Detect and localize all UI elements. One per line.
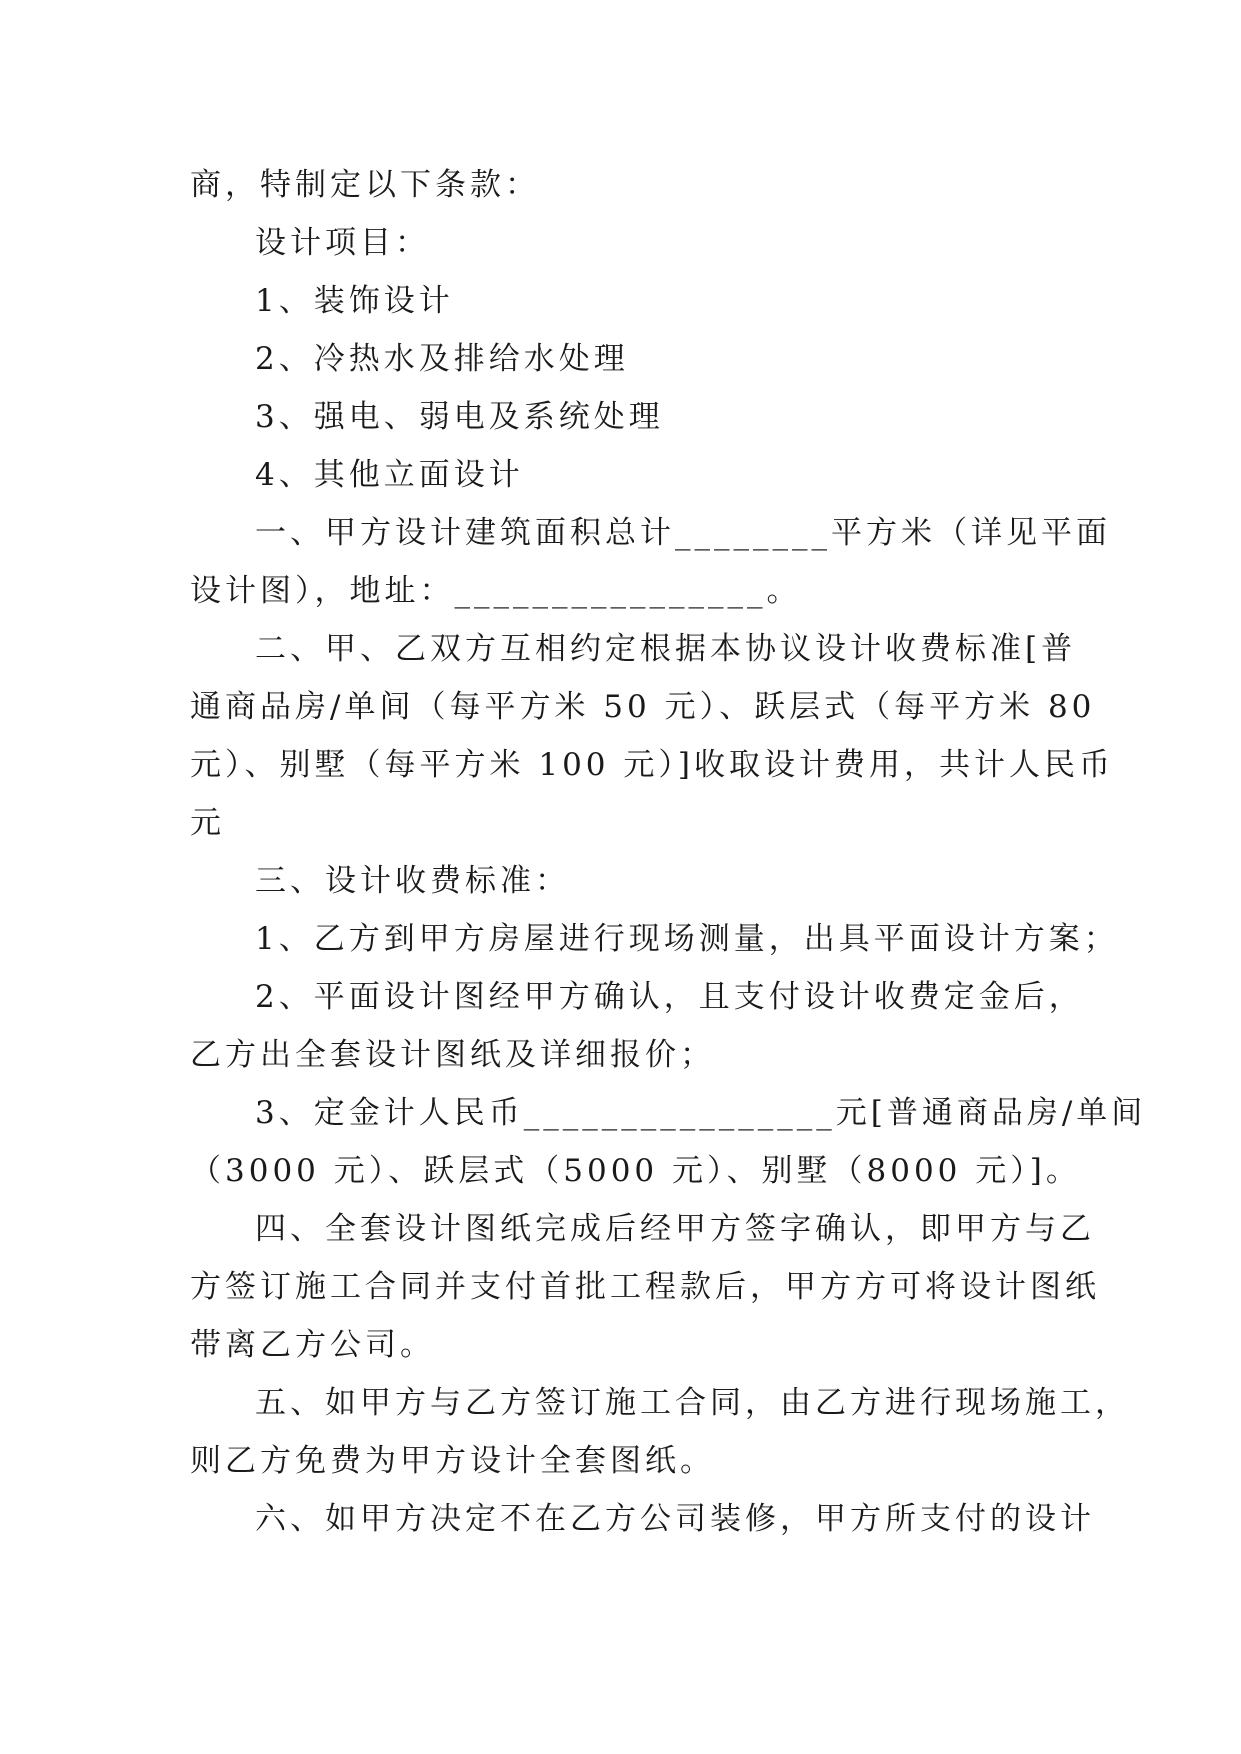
clause-6-line: 六、如甲方决定不在乙方公司装修，甲方所支付的设计 [255, 1501, 1095, 1537]
list-item: 4、其他立面设计 [255, 457, 524, 493]
clause-3-heading: 三、设计收费标准： [255, 863, 570, 899]
clause-4-line: 带离乙方公司。 [190, 1327, 435, 1363]
clause-2-line: 元）、别墅（每平方米 100 元）]收取设计费用，共计人民币 [190, 747, 1114, 783]
list-item-continuation: 乙方出全套设计图纸及详细报价； [190, 1037, 715, 1073]
clause-5-line: 五、如甲方与乙方签订施工合同，由乙方进行现场施工， [255, 1385, 1130, 1421]
clause-2-line: 二、甲、乙双方互相约定根据本协议设计收费标准[普 [255, 631, 1077, 667]
list-item: 2、平面设计图经甲方确认，且支付设计收费定金后， [255, 979, 1084, 1015]
clause-5-line: 则乙方免费为甲方设计全套图纸。 [190, 1443, 715, 1479]
clause-2-line: 通商品房/单间（每平方米 50 元）、跃层式（每平方米 80 [190, 689, 1096, 725]
list-item: 3、定金计人民币________________元[普通商品房/单间 [255, 1095, 1147, 1131]
clause-1-line: 设计图），地址：________________。 [190, 573, 802, 609]
clause-1-line: 一、甲方设计建筑面积总计________平方米（详见平面 [255, 515, 1111, 551]
list-item: 1、装饰设计 [255, 283, 454, 319]
list-item: 1、乙方到甲方房屋进行现场测量，出具平面设计方案； [255, 921, 1119, 957]
text-line: 商，特制定以下条款： [190, 167, 540, 203]
clause-4-line: 方签订施工合同并支付首批工程款后，甲方方可将设计图纸 [190, 1269, 1100, 1305]
clause-2-line: 元 [190, 805, 225, 841]
heading-design-items: 设计项目： [255, 225, 430, 261]
clause-4-line: 四、全套设计图纸完成后经甲方签字确认，即甲方与乙 [255, 1211, 1095, 1247]
list-item: 3、强电、弱电及系统处理 [255, 399, 664, 435]
list-item-continuation: （3000 元）、跃层式（5000 元）、别墅（8000 元）]。 [190, 1153, 1081, 1189]
list-item: 2、冷热水及排给水处理 [255, 341, 629, 377]
